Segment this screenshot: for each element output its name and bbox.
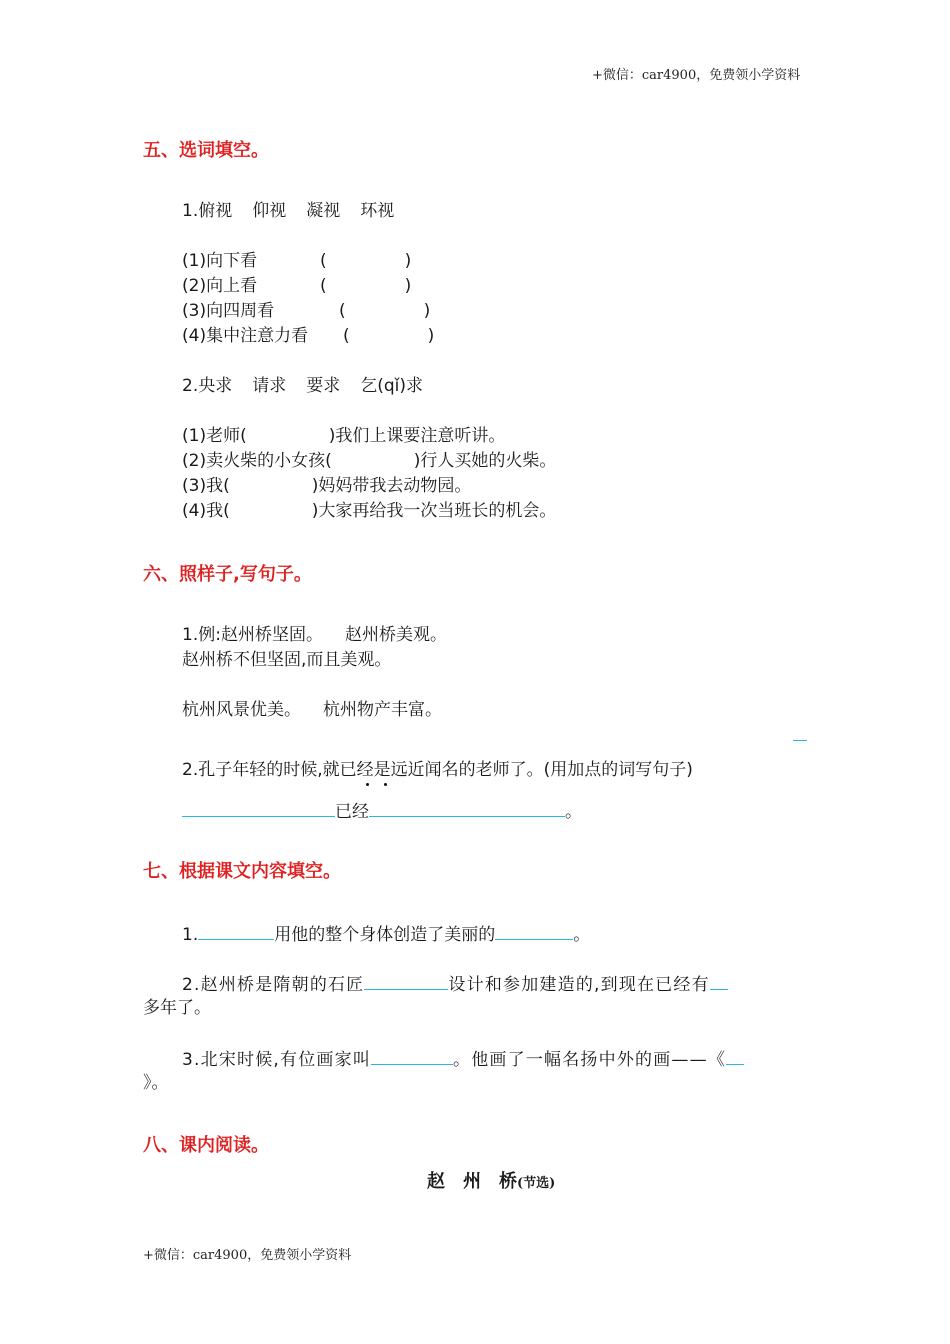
example-result: 赵州桥不但坚固,而且美观。 — [182, 650, 392, 670]
q2-answer-line: 已经 。 — [182, 798, 582, 824]
s7-q2-cont: 多年了。 — [143, 998, 211, 1018]
q1-item-4 — [182, 324, 308, 348]
word-2: 请求 — [252, 376, 287, 396]
word-4: 乞(qǐ)求 — [360, 376, 424, 396]
s7-q3: 3.北宋时候,有位画家叫 。他画了一幅名扬中外的画——《 — [182, 1046, 744, 1072]
s7-q1: 1. 用他的整个身体创造了美丽的 。 — [182, 921, 590, 947]
q2-sentence: 2.孔子年轻的时候,就已经是远近闻名的老师了。(用加点的词写句子) — [182, 760, 693, 780]
item-text: (3)向四周看 — [182, 301, 275, 321]
answer-line[interactable] — [793, 740, 807, 741]
blank[interactable] — [364, 971, 448, 990]
word-1: 2.央求 — [182, 376, 233, 396]
section-8-heading: 八、课内阅读。 — [143, 1135, 269, 1156]
watermark-top: +微信：car4900，免费领小学资料 — [592, 68, 801, 83]
passage-title: 赵 州 桥(节选) — [427, 1171, 556, 1192]
q1-item-2 — [182, 274, 257, 298]
blank[interactable] — [495, 921, 573, 940]
s7-q3-cont: 》。 — [143, 1073, 169, 1093]
emphasis-dot — [366, 783, 369, 786]
watermark-bottom: +微信：car4900，免费领小学资料 — [143, 1248, 352, 1263]
word-3: 凝视 — [306, 201, 341, 221]
blank-before[interactable] — [182, 798, 335, 817]
answer-paren[interactable]: ( ) — [339, 301, 431, 321]
q2-item-3: (3)我( )妈妈带我去动物园。 — [182, 476, 472, 496]
word-2: 仰视 — [252, 201, 287, 221]
s7-q2: 2.赵州桥是隋朝的石匠 设计和参加建造的,到现在已经有 — [182, 971, 728, 997]
answer-paren[interactable]: ( ) — [320, 251, 412, 271]
section-6-heading: 六、照样子,写句子。 — [143, 564, 312, 585]
example-sentences: 1.例:赵州桥坚固。 赵州桥美观。 — [182, 625, 447, 645]
blank[interactable] — [710, 971, 728, 990]
q2-word-list — [182, 374, 423, 398]
task-sentences: 杭州风景优美。 杭州物产丰富。 — [182, 700, 442, 720]
q2-item-4: (4)我( )大家再给我一次当班长的机会。 — [182, 501, 557, 521]
section-7-heading: 七、根据课文内容填空。 — [143, 861, 341, 882]
blank[interactable] — [198, 921, 274, 940]
word-1: 1.俯视 — [182, 201, 233, 221]
item-text: (1)向下看 — [182, 251, 258, 271]
item-text: (4)集中注意力看 — [182, 326, 309, 346]
q1-item-3 — [182, 299, 274, 323]
blank[interactable] — [726, 1046, 744, 1065]
blank[interactable] — [371, 1046, 453, 1065]
item-text: (2)向上看 — [182, 276, 258, 296]
q2-item-1: (1)老师( )我们上课要注意听讲。 — [182, 426, 506, 446]
q2-item-2: (2)卖火柴的小女孩( )行人买她的火柴。 — [182, 451, 557, 471]
word-4: 环视 — [360, 201, 395, 221]
blank-after[interactable] — [369, 798, 565, 817]
emphasis-dot — [384, 783, 387, 786]
answer-paren[interactable]: ( ) — [320, 276, 412, 296]
answer-paren[interactable]: ( ) — [343, 326, 435, 346]
q1-item-1 — [182, 249, 257, 273]
word-3: 要求 — [306, 376, 341, 396]
q1-word-list — [182, 199, 394, 223]
section-5-heading: 五、选词填空。 — [143, 140, 269, 161]
